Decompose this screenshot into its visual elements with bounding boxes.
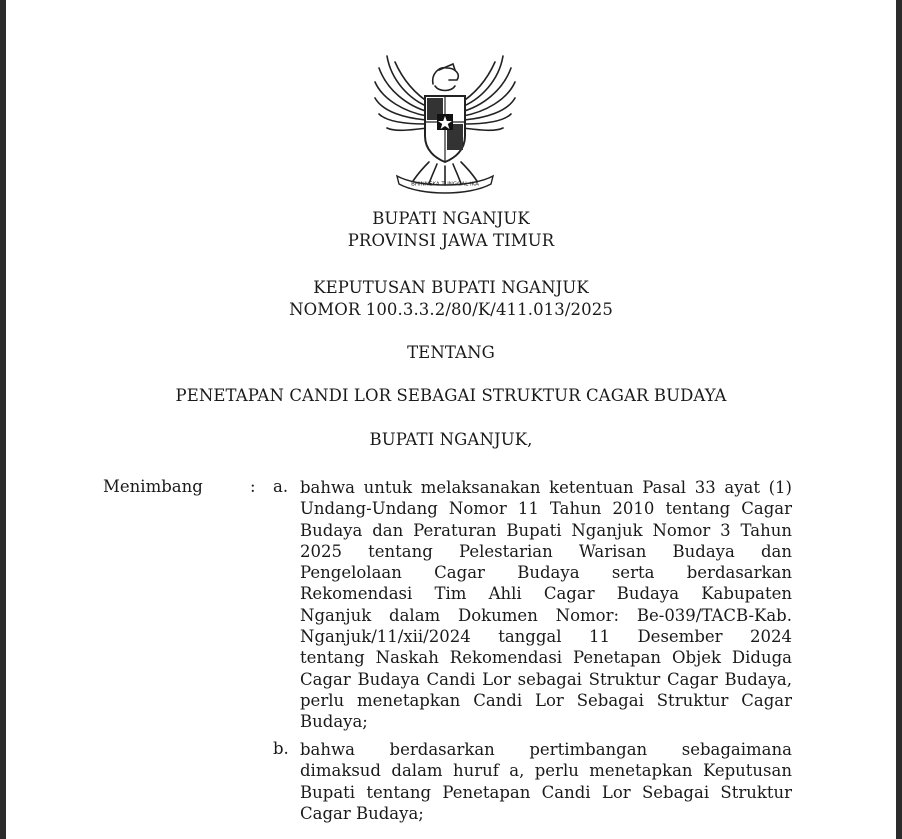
text-line: Nganjuk/11/xii/2024 tanggal 11 Desember 2024 — [300, 627, 792, 647]
considerations-colon: : — [250, 477, 256, 496]
decree-subject: PENETAPAN CANDI LOR SEBAGAI STRUKTUR CAGAR BUDAYA — [175, 386, 727, 405]
text-line: bahwa berdasarkan pertimbangan sebagaimana — [300, 740, 792, 759]
item-letter-b: b. — [273, 739, 289, 758]
text-line: Budaya; — [300, 712, 368, 732]
text-line: Bupati tentang Penetapan Candi Lor Sebagai Struktur — [300, 782, 792, 802]
decree-number: NOMOR 100.3.3.2/80/K/411.013/2025 — [289, 300, 613, 319]
text-line: Budaya dan Peraturan Bupati Nganjuk Nomor 3 Tahun — [300, 520, 792, 540]
text-line: Cagar Budaya Candi Lor sebagai Struktur Cagar Budaya, — [300, 669, 792, 689]
item-letter-a: a. — [273, 477, 289, 496]
about-heading: TENTANG — [407, 343, 495, 362]
document-page — [6, 0, 896, 839]
text-line: perlu menetapkan Candi Lor Sebagai Struktur Cagar — [300, 690, 792, 710]
decree-title: KEPUTUSAN BUPATI NGANJUK — [313, 278, 589, 297]
office-title: BUPATI NGANJUK — [372, 209, 530, 228]
text-line: 2025 tentang Pelestarian Warisan Budaya dan — [300, 541, 792, 561]
considerations-label: Menimbang — [103, 477, 203, 496]
text-line: Nganjuk dalam Dokumen Nomor: Be-039/TACB-Kab. — [300, 605, 792, 625]
window-border-right — [896, 0, 902, 839]
text-line: Undang-Undang Nomor 11 Tahun 2010 tentang Cagar — [300, 499, 792, 519]
text-line: dimaksud dalam huruf a, perlu menetapkan Keputusan — [300, 761, 792, 781]
consideration-item-a — [300, 477, 792, 733]
text-line: bahwa untuk melaksanakan ketentuan Pasal 33 ayat (1) — [300, 478, 792, 497]
text-line: tentang Naskah Rekomendasi Penetapan Objek Diduga — [300, 648, 792, 668]
text-line: Cagar Budaya; — [300, 803, 424, 823]
text-line: Rekomendasi Tim Ahli Cagar Budaya Kabupaten — [300, 584, 792, 604]
text-line: Pengelolaan Cagar Budaya serta berdasarkan — [300, 563, 792, 583]
garuda-emblem-icon — [369, 50, 521, 198]
consideration-item-b — [300, 739, 792, 824]
office-province: PROVINSI JAWA TIMUR — [347, 231, 555, 250]
signatory-heading: BUPATI NGANJUK, — [369, 430, 533, 449]
motto-text: BHINNEKA TUNGGAL IKA — [411, 181, 479, 188]
